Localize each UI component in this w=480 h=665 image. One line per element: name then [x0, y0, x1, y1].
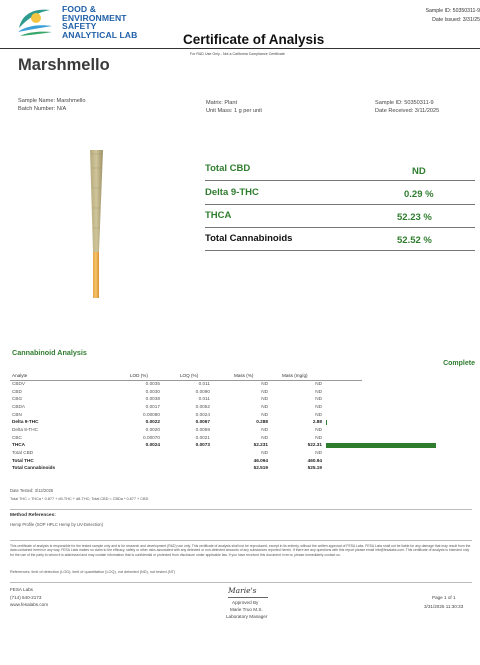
table-row — [10, 381, 362, 389]
summary-label-total-cannabinoids: Total Cannabinoids — [205, 233, 293, 244]
lod-cell: 0.0017 — [145, 403, 160, 409]
column-header-analyte: Analyte — [12, 373, 28, 378]
analysis-status: Complete — [443, 360, 475, 367]
footer-lab-name: FESA Labs — [10, 587, 33, 592]
matrix: Matrix: Plant — [206, 100, 238, 106]
approver-title: Laboratory Manager — [226, 614, 268, 619]
method-heading: Method References: — [10, 513, 56, 518]
table-row — [10, 412, 362, 420]
summary-divider — [205, 204, 475, 205]
approver-name: Marie Truo M.S. — [230, 607, 263, 612]
loq-cell: 0.0024 — [195, 411, 210, 417]
mass-mg-cell: ND — [315, 426, 322, 432]
mass-pct-cell: ND — [261, 388, 268, 394]
loq-cell: 0.0021 — [195, 434, 210, 440]
summary-label-delta9-thc: Delta 9-THC — [205, 187, 259, 198]
lab-name-line: FOOD & — [62, 4, 97, 14]
product-image — [85, 148, 107, 300]
loq-cell: 0.011 — [198, 381, 210, 386]
date-received: Date Received: 3/11/2025 — [375, 108, 440, 114]
date-tested: Date Tested: 3/12/2025 — [10, 488, 54, 493]
lab-name-line: ANALYTICAL LAB — [62, 29, 138, 40]
lod-cell: 0.00070 — [143, 434, 160, 440]
mass-bar — [326, 420, 327, 425]
footer-phone: (714) 540-2173 — [10, 595, 42, 600]
loq-cell: 0.0052 — [195, 403, 210, 409]
analyte-cell: Total Cannabinoids — [12, 465, 56, 471]
column-header-mass-mg: Mass (mg/g) — [282, 373, 308, 378]
header-sample-id: Sample ID: 50350311-9 — [425, 8, 480, 14]
mass-mg-cell: ND — [315, 381, 322, 386]
mass-mg-cell: 525.19 — [307, 465, 322, 471]
table-row — [10, 389, 362, 397]
signature: Marie's — [228, 586, 257, 595]
references: References: limit of detection (LOD), limit of quantitation (LOQ), not detected (ND), not tested (NT) — [10, 570, 176, 574]
mass-pct-cell: ND — [261, 434, 268, 440]
page-title: Certificate of Analysis — [183, 32, 325, 47]
mass-pct-cell: ND — [261, 403, 268, 409]
mass-pct-cell: ND — [261, 381, 268, 386]
mass-mg-cell: 2.88 — [312, 419, 322, 425]
loq-cell: 0.0090 — [195, 388, 210, 394]
mass-pct-cell: ND — [261, 449, 268, 455]
table-row — [10, 427, 362, 435]
table-row — [10, 435, 362, 443]
lab-logo-icon — [16, 4, 54, 40]
mass-mg-cell: ND — [315, 411, 322, 417]
lod-cell: 0.0038 — [145, 396, 160, 402]
mass-pct-cell: ND — [261, 411, 268, 417]
analyte-cell: Total CBD — [12, 449, 34, 455]
total-formula: Total THC = THCa * 0.877 + d9-THC + d8-THC; Total CBD = CBDa * 0.877 + CBD — [10, 497, 149, 501]
summary-value-total-cbd: ND — [412, 166, 426, 177]
disclaimer: This certificate of analysis is responsible for the tested sample only and is for research and development (R&D) use only. This certificate of analysis shall not be reproduced, except in its entirety, without the written approval of FESA Labs. FESA Labs shall not be liable for any damage that may result from the data contained herein in any way. FESA Labs makes no claim to the efficacy, safety or other risks associated with any detected or non-detected amounts of any substances reported herein. If there are any questions with this report please email info@fesalabs.com. This certificate of analysis is intended only for the use of the party to whom it is addressed and may contain information that is confidential or protected from disclosure under applicable law. If you have received this document in error, please immediately contact us. — [10, 544, 471, 557]
analyte-cell: Delta 9-THC — [12, 419, 39, 425]
column-header-loq: LOQ (%) — [180, 373, 199, 378]
sample-name: Sample Name: Marshmello — [18, 98, 86, 104]
summary-value-total-cannabinoids: 52.52 % — [397, 235, 432, 246]
mass-mg-cell: ND — [315, 449, 322, 455]
mass-mg-cell: ND — [315, 403, 322, 409]
analyte-cell: Delta 8-THC — [12, 426, 39, 432]
loq-cell: 0.0059 — [195, 426, 210, 432]
analyte-cell: Total THC — [12, 457, 34, 463]
page-number: Page 1 of 1 — [432, 595, 456, 600]
summary-label-thca: THCA — [205, 210, 232, 221]
table-row — [10, 442, 362, 450]
lod-cell: 0.0035 — [145, 381, 160, 386]
section-divider — [10, 509, 472, 510]
loq-cell: 0.0067 — [195, 419, 210, 425]
lod-cell: 0.0020 — [145, 426, 160, 432]
sample-id: Sample ID: 50350311-9 — [375, 100, 434, 106]
lod-cell: 0.0022 — [145, 419, 160, 425]
footer-website: www.fesalabs.com — [10, 602, 49, 607]
mass-pct-cell: 52.231 — [253, 442, 268, 448]
loq-cell: 0.011 — [198, 396, 210, 402]
header-date-issued: Date Issued: 3/31/25 — [432, 17, 480, 23]
table-row — [10, 465, 362, 473]
footer-timestamp: 3/31/2025 11:30:33 — [424, 604, 464, 609]
mass-pct-cell: 46.094 — [253, 457, 268, 463]
lod-cell: 0.0030 — [145, 388, 160, 394]
analyte-cell: THCA — [12, 442, 26, 448]
mass-pct-cell: 52.519 — [253, 465, 268, 471]
analyte-cell: CBC — [12, 434, 22, 440]
unit-mass: Unit Mass: 1 g per unit — [206, 108, 262, 114]
batch-number: Batch Number: N/A — [18, 106, 67, 112]
method-text: Hemp Profile (SOP HPLC Hemp by UV-Detection) — [10, 522, 104, 527]
header-divider — [0, 48, 480, 49]
sample-title: Marshmello — [18, 56, 110, 74]
approved-by: Approved By — [232, 600, 259, 605]
mass-mg-cell: ND — [315, 388, 322, 394]
table-row — [10, 458, 362, 466]
analysis-title: Cannabinoid Analysis — [12, 348, 87, 357]
summary-label-total-cbd: Total CBD — [205, 163, 251, 174]
summary-value-delta9-thc: 0.29 % — [404, 189, 434, 200]
signature-line — [228, 597, 268, 598]
table-row — [10, 396, 362, 404]
table-row — [10, 419, 362, 427]
mass-pct-cell: ND — [261, 396, 268, 402]
analyte-cell: CBG — [12, 396, 23, 402]
summary-divider — [205, 180, 475, 181]
analyte-cell: CBD — [12, 388, 22, 394]
pre-roll-image — [85, 148, 107, 300]
mass-mg-cell: ND — [315, 434, 322, 440]
mass-pct-cell: 0.288 — [256, 419, 268, 425]
analyte-cell: CBDV — [12, 381, 26, 386]
section-divider — [10, 582, 472, 583]
mass-mg-cell: 522.31 — [307, 442, 322, 448]
mass-mg-cell: ND — [315, 396, 322, 402]
summary-divider — [205, 227, 475, 228]
mass-mg-cell: 460.94 — [307, 457, 322, 463]
column-header-lod: LOD (%) — [130, 373, 148, 378]
loq-cell: 0.0073 — [195, 442, 210, 448]
lod-cell: 0.0024 — [145, 442, 160, 448]
lab-logo — [16, 4, 54, 40]
lab-name-line: ENVIRONMENT — [62, 12, 127, 23]
analyte-cell: CBDA — [12, 403, 26, 409]
analyte-cell: CBN — [12, 411, 22, 417]
lab-name-line: SAFETY — [62, 21, 97, 31]
table-row — [10, 404, 362, 412]
page-subtitle: For R&D Use Only - Not a California Compliance Certificate — [190, 52, 285, 56]
mass-bar — [326, 443, 436, 448]
lod-cell: 0.00080 — [143, 411, 160, 417]
table-row — [10, 450, 362, 458]
summary-value-thca: 52.23 % — [397, 212, 432, 223]
section-divider — [10, 540, 472, 541]
column-header-mass-pct: Mass (%) — [234, 373, 254, 378]
mass-pct-cell: ND — [261, 426, 268, 432]
summary-divider — [205, 250, 475, 251]
